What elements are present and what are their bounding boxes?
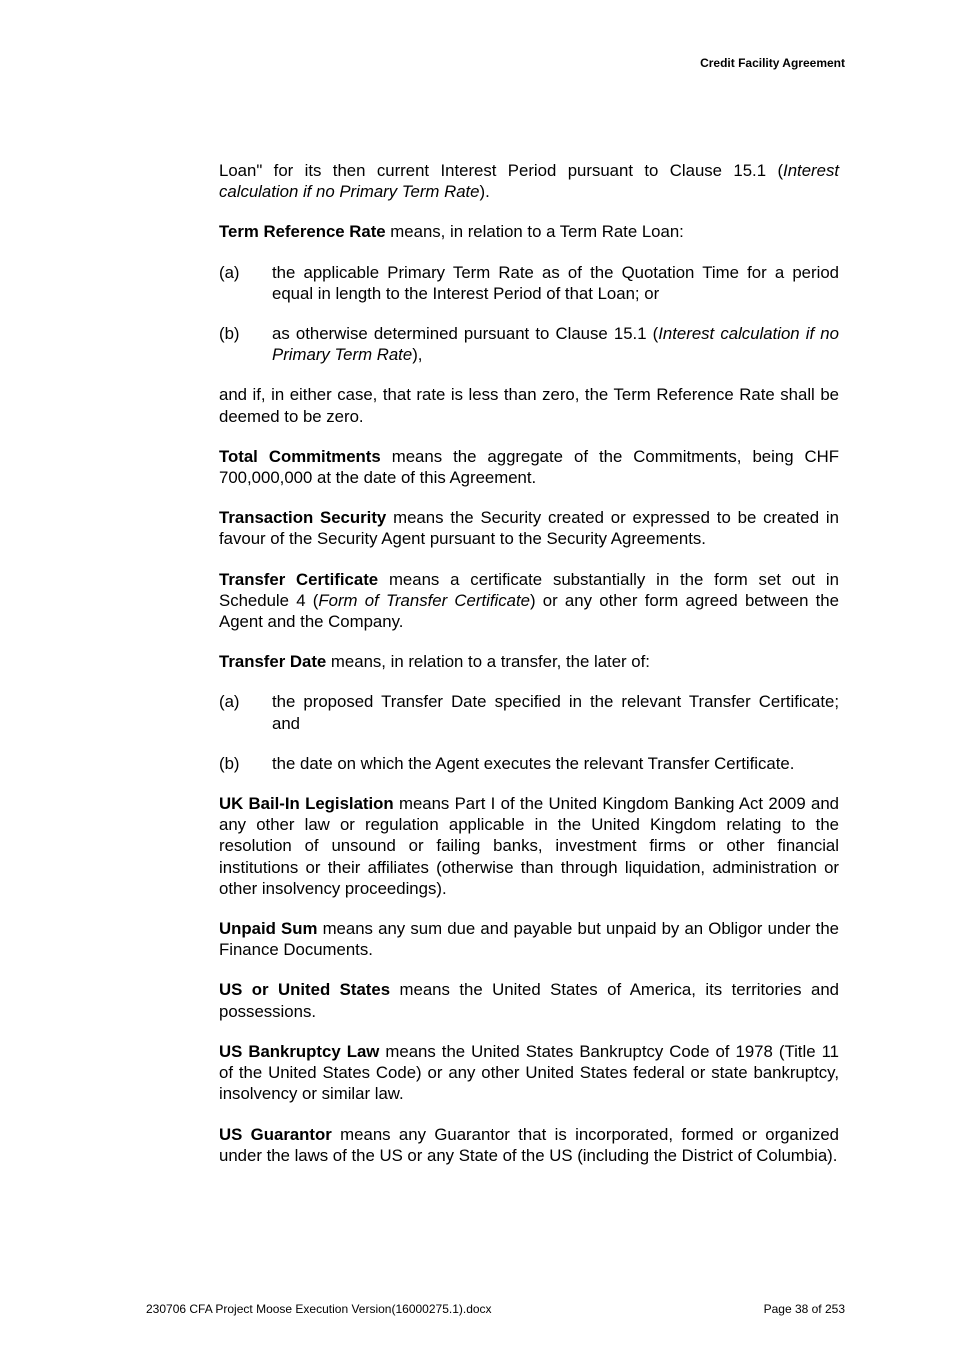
definition-unpaid-sum: Unpaid Sum means any sum due and payable but unpaid by an Obligor under the Finance Documents. xyxy=(219,919,839,960)
intro-paragraph: Loan" for its then current Interest Period pursuant to Clause 15.1 (Interest calculation if no Primary Term Rate). xyxy=(219,161,839,202)
definition-us: US or United States means the United States of America, its territories and possessions. xyxy=(219,980,840,1021)
definition-us-guarantor: US Guarantor means any Guarantor that is incorporated, formed or organized under the laws of the US or any State of the US (including the District of Columbia). xyxy=(219,1124,839,1165)
definition-transaction-security: Transaction Security means the Security created or expressed to be created in favour of the Security Agent pursuant to the Security Agreements. xyxy=(219,508,839,549)
header-title: Credit Facility Agreement xyxy=(700,56,845,70)
term-reference-rate-tail: and if, in either case, that rate is less than zero, the Term Reference Rate shall be deemed to be zero. xyxy=(219,385,839,426)
list-item: (a) the applicable Primary Term Rate as of the Quotation Time for a period equal in length to the Interest Period of that Loan; or xyxy=(219,262,839,303)
footer-page-number: Page 38 of 253 xyxy=(763,1302,845,1316)
definition-uk-bail-in: UK Bail-In Legislation means Part I of the United Kingdom Banking Act 2009 and any other law or regulation applicable in the United Kingdom relating to the resolution of unsound or failing banks, investment firms or other financial institutions or their affiliates (otherwise than through liquidation, administration or other insolvency proceedings). xyxy=(219,794,839,898)
list-item: (b) the date on which the Agent executes the relevant Transfer Certificate. xyxy=(219,753,795,773)
document-body xyxy=(219,160,839,1185)
footer-filename: 230706 CFA Project Moose Execution Version(16000275.1).docx xyxy=(146,1302,492,1316)
definition-us-bankruptcy-law: US Bankruptcy Law means the United States Bankruptcy Code of 1978 (Title 11 of the United States Code) or any other United States federal or state bankruptcy, insolvency or similar law. xyxy=(219,1041,839,1104)
definition-term-reference-rate: Term Reference Rate means, in relation to a Term Rate Loan: xyxy=(219,222,684,242)
list-item: (a) the proposed Transfer Date specified in the relevant Transfer Certificate; and xyxy=(219,692,839,733)
list-item: (b) as otherwise determined pursuant to Clause 15.1 (Interest calculation if no Primary Term Rate), xyxy=(219,324,839,365)
definition-transfer-date: Transfer Date means, in relation to a transfer, the later of: xyxy=(219,652,650,672)
definition-total-commitments: Total Commitments means the aggregate of the Commitments, being CHF 700,000,000 at the date of this Agreement. xyxy=(219,446,840,488)
definition-transfer-certificate: Transfer Certificate means a certificate substantially in the form set out in Schedule 4 (Form of Transfer Certificate) or any other form agreed between the Agent and the Company. xyxy=(219,569,839,632)
